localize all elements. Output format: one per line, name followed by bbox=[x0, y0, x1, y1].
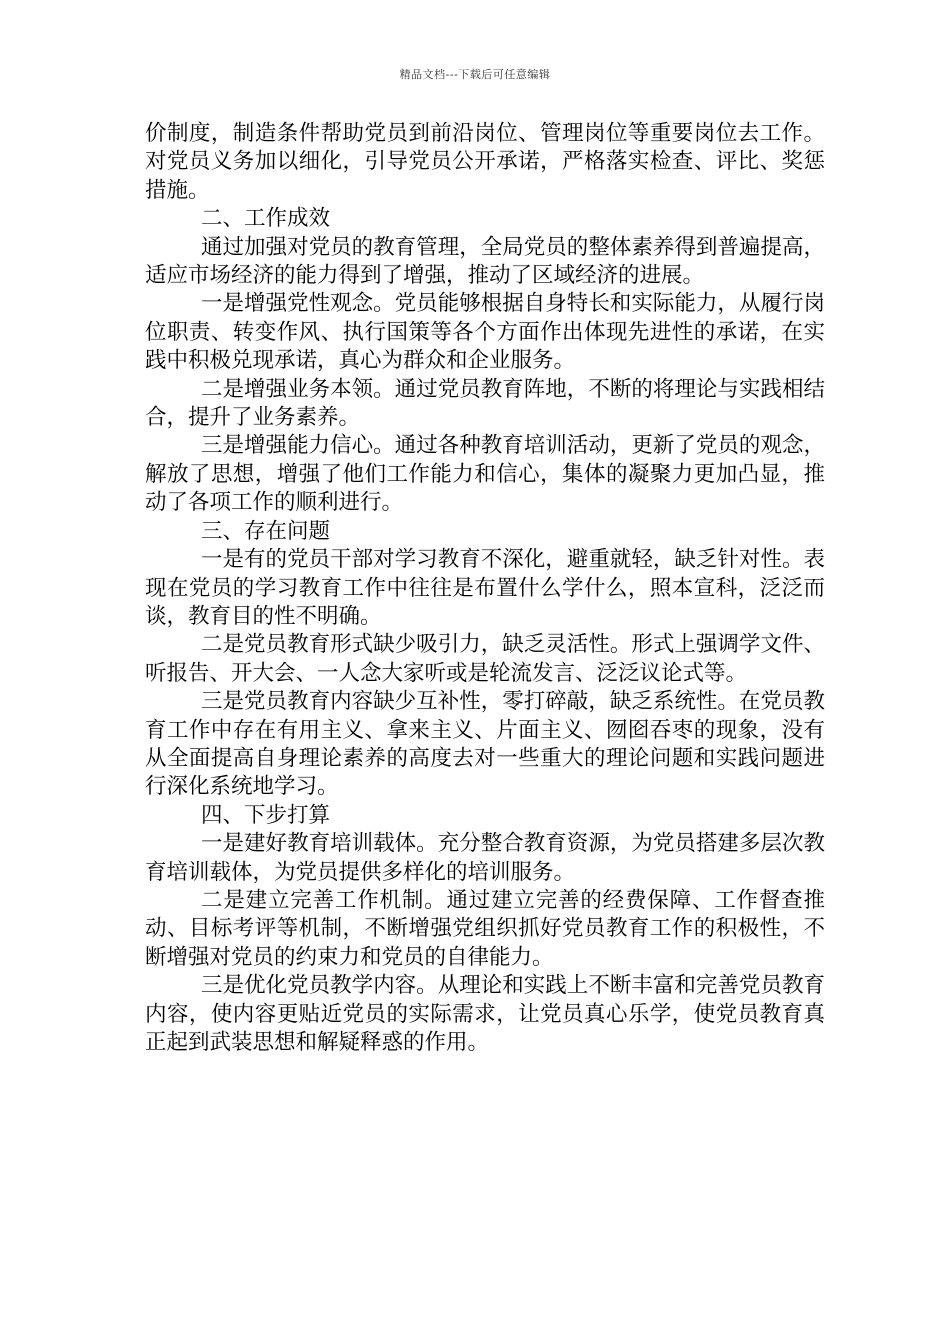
page-header: 精品文档---下载后可任意编辑 bbox=[399, 68, 551, 81]
paragraph: 三是优化党员教学内容。从理论和实践上不断丰富和完善党员教育内容，使内容更贴近党员的实际需求，让党员真心乐学，使党员教育真正起到武装思想和解疑释惑的作用。 bbox=[145, 973, 825, 1055]
paragraph: 一是增强党性观念。党员能够根据自身特长和实际能力，从履行岗位职责、转变作风、执行国策等各个方面作出体现先进性的承诺，在实践中积极兑现承诺，真心为群众和企业服务。 bbox=[145, 291, 825, 374]
document-body bbox=[145, 120, 825, 1057]
paragraph: 三是党员教育内容缺少互补性，零打碎敲，缺乏系统性。在党员教育工作中存在有用主义、拿来主义、片面主义、囫囵吞枣的现象，没有从全面提高自身理论素养的高度去对一些重大的理论问题和实践问题进行深化系统地学习。 bbox=[145, 689, 825, 800]
section-heading: 三、存在问题 bbox=[201, 518, 331, 544]
paragraph: 二是增强业务本领。通过党员教育阵地，不断的将理论与实践相结合，提升了业务素养。 bbox=[145, 376, 825, 431]
paragraph-continuation: 价制度，制造条件帮助党员到前沿岗位、管理岗位等重要岗位去工作。对党员义务加以细化，引导党员公开承诺，严格落实检查、评比、奖惩措施。 bbox=[145, 121, 825, 203]
paragraph: 一是建好教育培训载体。充分整合教育资源，为党员搭建多层次教育培训载体，为党员提供多样化的培训服务。 bbox=[145, 831, 825, 885]
section-heading: 四、下步打算 bbox=[201, 802, 331, 828]
paragraph: 一是有的党员干部对学习教育不深化，避重就轻，缺乏针对性。表现在党员的学习教育工作中往往是布置什么学什么，照本宣科，泛泛而谈，教育目的性不明确。 bbox=[145, 547, 825, 629]
paragraph: 二是党员教育形式缺少吸引力，缺乏灵活性。形式上强调学文件、听报告、开大会、一人念大家听或是轮流发言、泛泛议论式等。 bbox=[145, 632, 825, 686]
section-heading: 二、工作成效 bbox=[201, 206, 331, 232]
paragraph: 二是建立完善工作机制。通过建立完善的经费保障、工作督查推动、目标考评等机制，不断增强党组织抓好党员教育工作的积极性，不断增强对党员的约束力和党员的自律能力。 bbox=[145, 887, 825, 970]
paragraph: 通过加强对党员的教育管理，全局党员的整体素养得到普遍提高，适应市场经济的能力得到了增强，推动了区域经济的进展。 bbox=[145, 234, 825, 289]
paragraph: 三是增强能力信心。通过各种教育培训活动，更新了党员的观念，解放了思想，增强了他们工作能力和信心，集体的凝聚力更加凸显，推动了各项工作的顺利进行。 bbox=[145, 433, 825, 516]
